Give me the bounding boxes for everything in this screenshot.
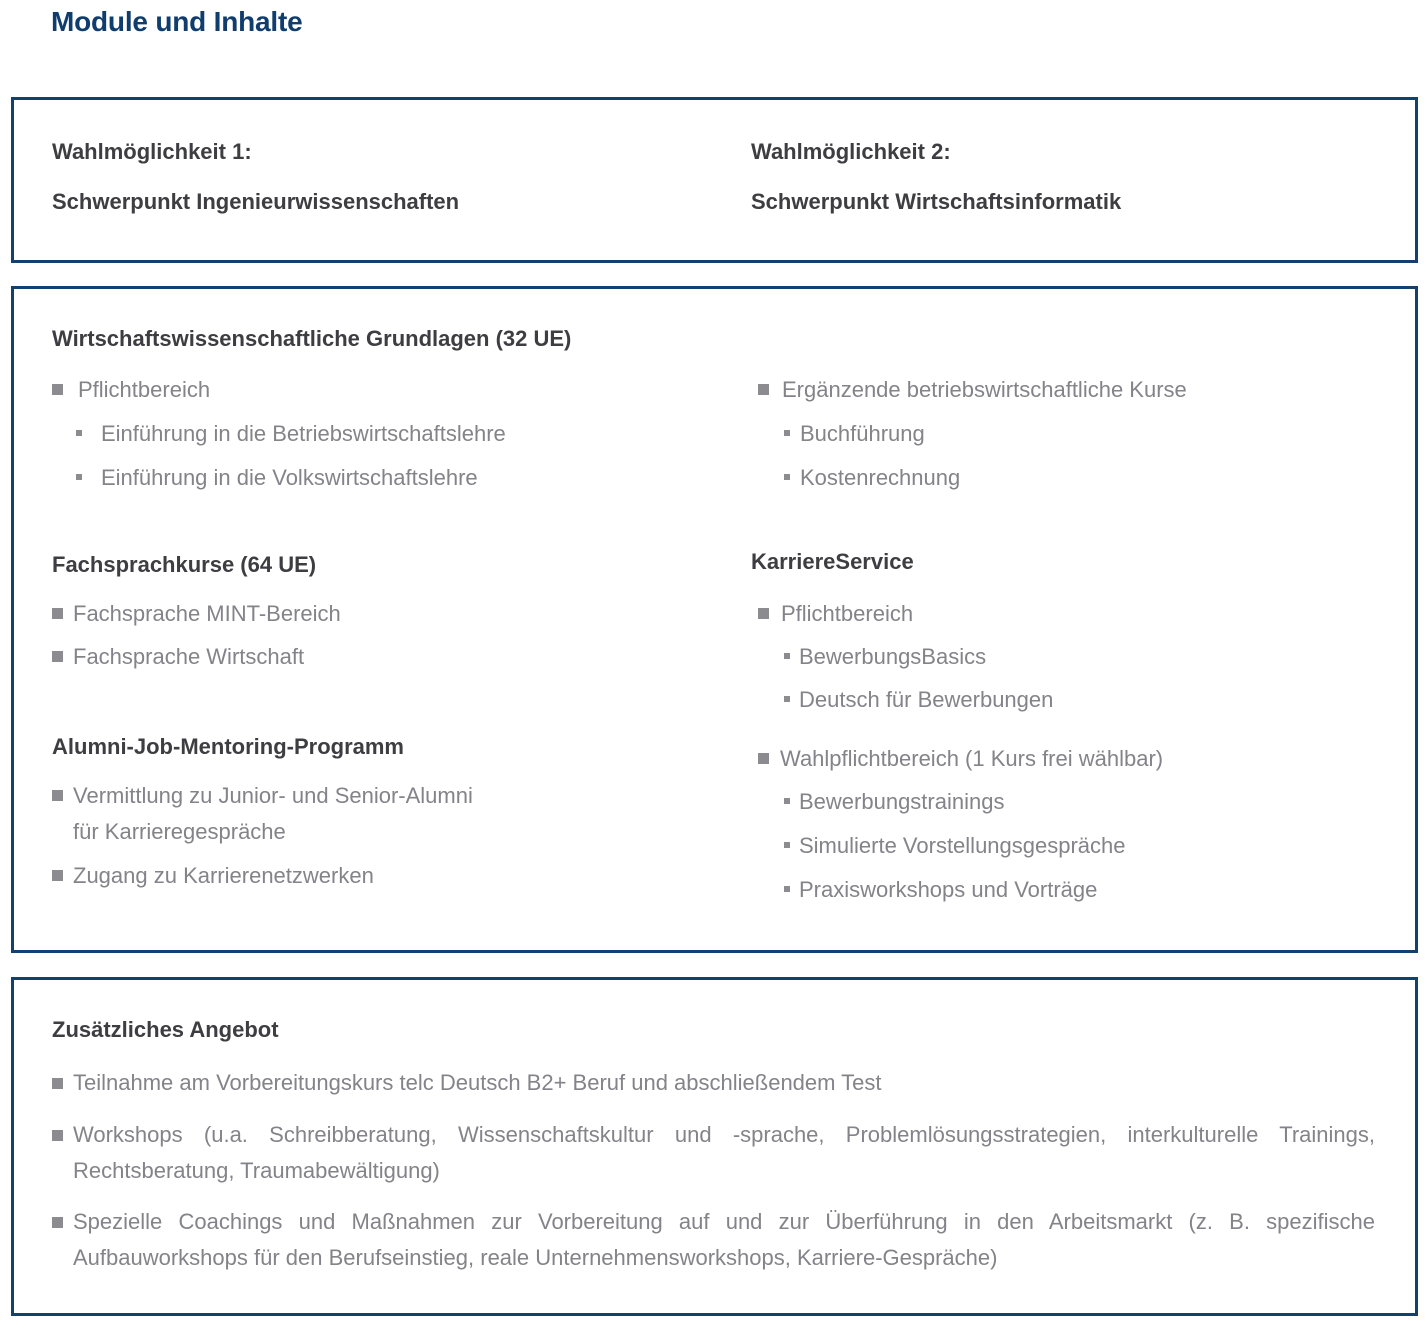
list-item: Kostenrechnung [784,465,960,491]
list-item: Zugang zu Karrierenetzwerken [52,863,374,889]
bullet-square-icon [52,790,63,801]
page-title: Module und Inhalte [51,6,303,37]
list-item-continuation: für Karrieregespräche [73,819,286,844]
bullet-square-icon [784,696,790,702]
karriere-heading: KarriereService [751,549,914,574]
bullet-square-icon [784,653,790,659]
list-item: Fachsprache MINT-Bereich [52,601,341,627]
list-item: Einführung in die Betriebswirtschaftslehre [76,421,506,447]
list-item: Simulierte Vorstellungsgespräche [784,833,1126,859]
list-item: Praxisworkshops und Vorträge [784,877,1097,903]
bullet-square-icon [52,1130,63,1141]
list-item: Bewerbungstrainings [784,789,1004,815]
bullet-square-icon [52,651,63,662]
option2-label: Wahlmöglichkeit 2: [751,139,951,164]
bullet-square-icon [52,1217,63,1228]
option1-focus: Schwerpunkt Ingenieurwissenschaften [52,189,460,214]
bullet-square-icon [758,384,769,395]
list-item: Einführung in die Volkswirtschaftslehre [76,465,478,491]
fachsprache-heading: Fachsprachkurse (64 UE) [52,552,317,577]
bullet-square-icon [52,870,63,881]
list-item: Pflichtbereich [52,377,210,403]
bullet-square-icon [76,474,82,480]
alumni-heading: Alumni-Job-Mentoring-Programm [52,734,404,759]
bullet-square-icon [784,842,790,848]
bullet-square-icon [758,753,769,764]
bullet-square-icon [784,474,790,480]
bullet-square-icon [784,798,790,804]
bullet-square-icon [52,1078,63,1089]
options-box [11,97,1418,263]
list-item: Deutsch für Bewerbungen [784,687,1053,713]
list-item: Buchführung [784,421,925,447]
wiwi-heading: Wirtschaftswissenschaftliche Grundlagen (32 UE) [52,326,572,351]
bullet-square-icon [76,430,82,436]
list-item: Spezielle Coachings und Maßnahmen zur Vorbereitung auf und zur Überführung in den Arbeitsmarkt (z. B. spezifische Aufbauworkshops für den Berufseinstieg, reale Unternehmensworkshops, Karriere-Gespräche) [73,1209,1375,1270]
list-item: Vermittlung zu Junior- und Senior-Alumni [52,783,473,809]
bullet-square-icon [784,886,790,892]
zusatz-heading: Zusätzliches Angebot [52,1017,279,1042]
list-item: Fachsprache Wirtschaft [52,644,304,670]
option1-label: Wahlmöglichkeit 1: [52,139,252,164]
bullet-square-icon [52,384,63,395]
bullet-square-icon [784,430,790,436]
list-item: Workshops (u.a. Schreibberatung, Wissenschaftskultur und -sprache, Problemlösungsstrategien, interkulturelle Trainings, Rechtsberatung, Traumabewältigung) [73,1122,1375,1183]
list-item: Wahlpflichtbereich (1 Kurs frei wählbar) [758,746,1163,772]
list-item: Teilnahme am Vorbereitungskurs telc Deutsch B2+ Beruf und abschließendem Test [73,1070,882,1095]
bullet-square-icon [758,608,769,619]
option2-focus: Schwerpunkt Wirtschaftsinformatik [751,189,1122,214]
list-item: BewerbungsBasics [784,644,986,670]
list-item: Pflichtbereich [758,601,913,627]
list-item: Ergänzende betriebswirtschaftliche Kurse [758,377,1187,403]
bullet-square-icon [52,608,63,619]
